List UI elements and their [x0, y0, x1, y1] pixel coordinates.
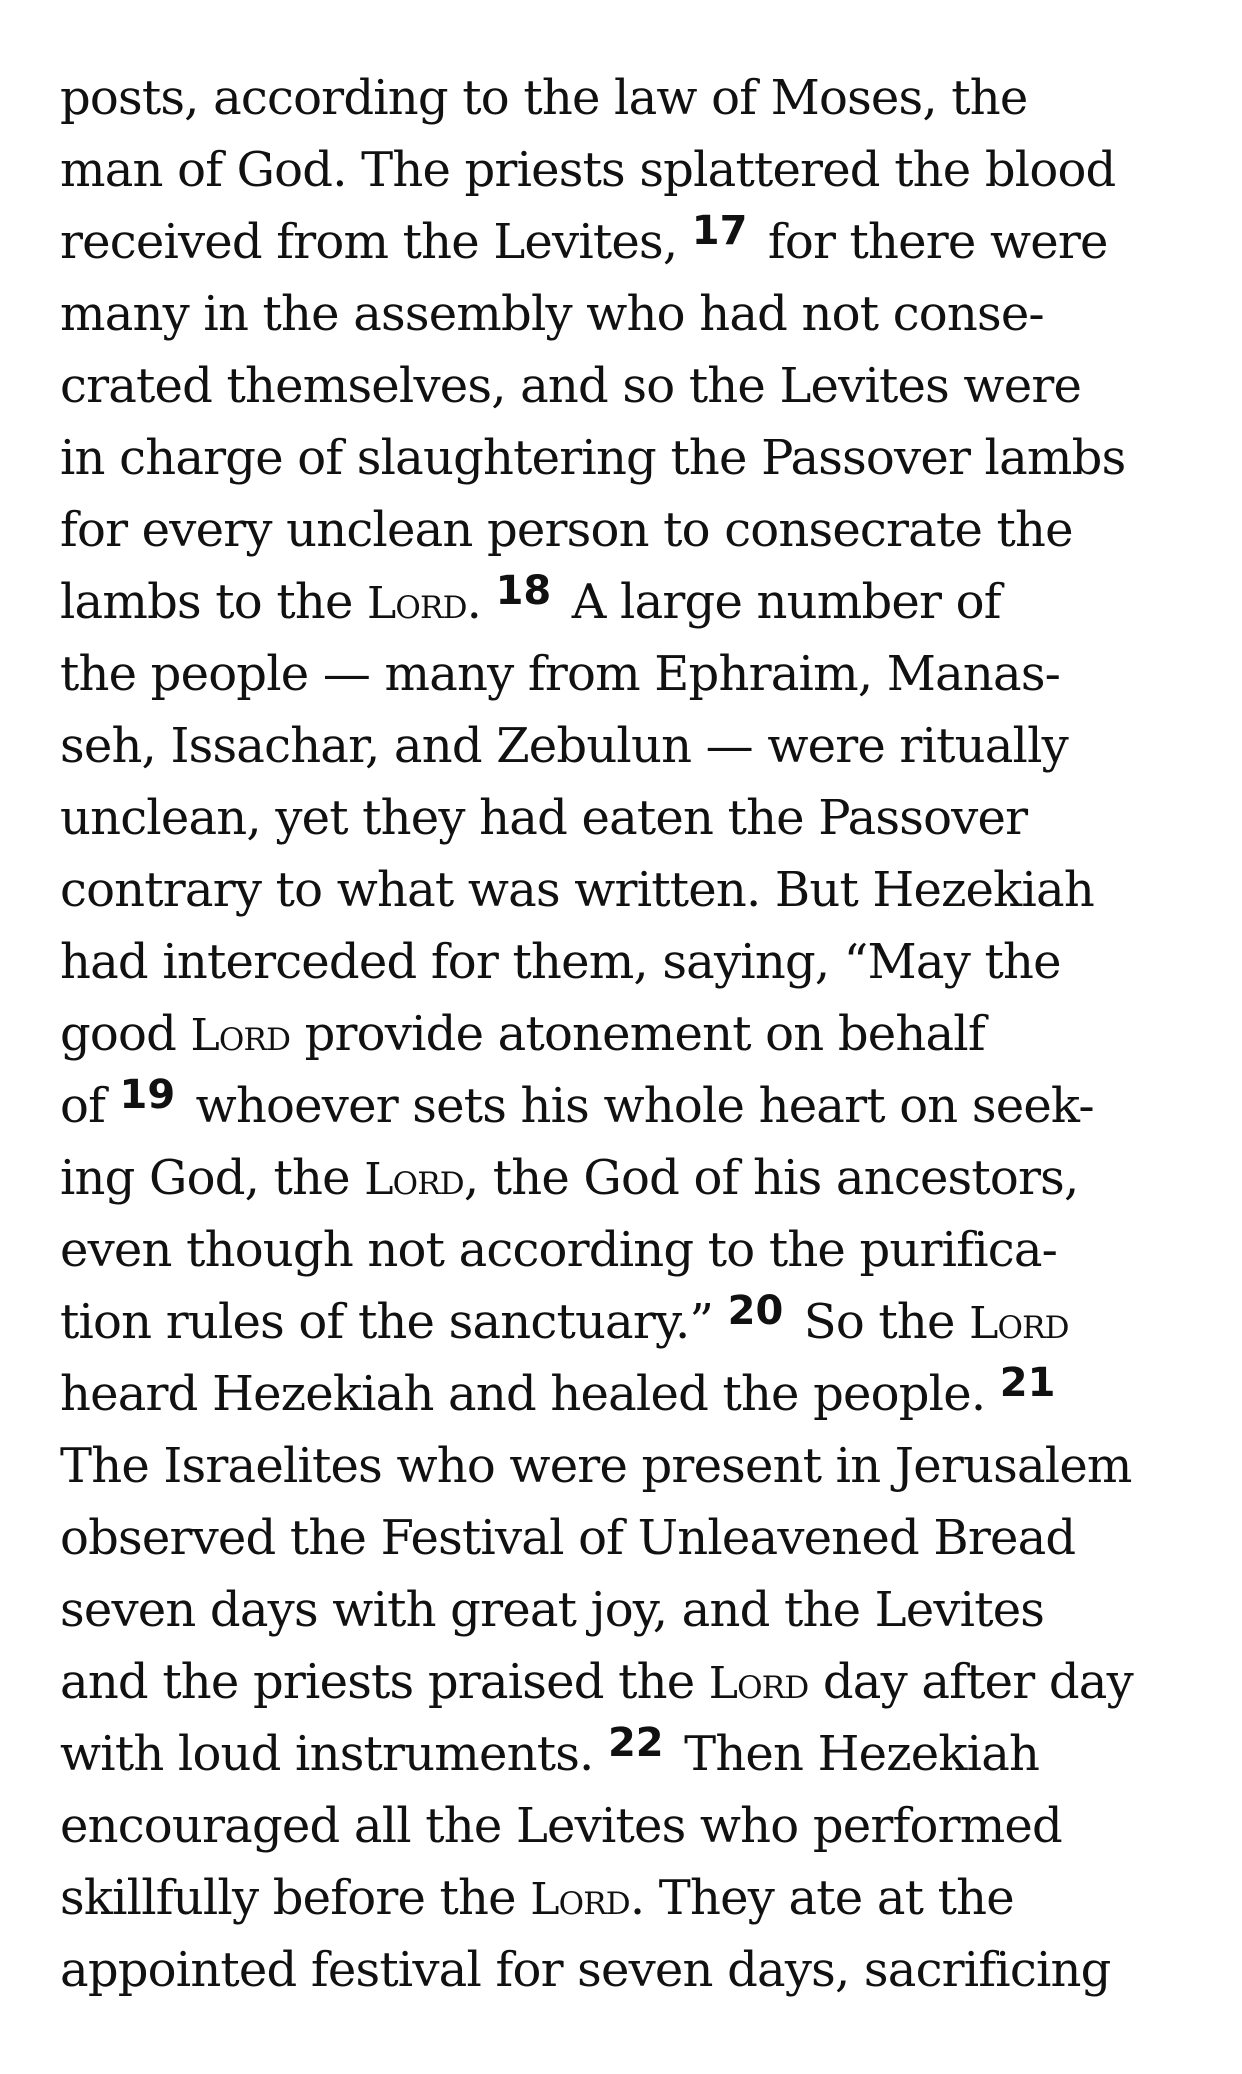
text-line — [60, 1862, 1190, 1934]
text-line — [60, 1142, 1190, 1214]
verse-text: seven days with great joy, and the Levites — [60, 1582, 1045, 1638]
divine-name: Lord — [364, 1154, 464, 1205]
divine-name: Lord — [190, 1010, 291, 1061]
verse-text: A large number of — [557, 574, 1001, 630]
text-line — [60, 854, 1190, 926]
text-line — [60, 1502, 1190, 1574]
verse-text: man of God. The priests splattered the blood — [60, 142, 1116, 198]
text-line — [60, 1718, 1190, 1790]
verse-text: Then Hezekiah — [669, 1726, 1040, 1782]
verse-text: The Israelites who were present in Jerusalem — [60, 1438, 1132, 1494]
divine-name: Lord — [367, 578, 467, 629]
verse-text: posts, according to the law of Moses, the — [60, 70, 1028, 126]
verse-text: many in the assembly who had not conse- — [60, 286, 1044, 342]
text-line — [60, 1070, 1190, 1142]
text-line — [60, 62, 1190, 134]
verse-text: had interceded for them, saying, “May the — [60, 934, 1061, 990]
verse-text: even though not according to the purifica- — [60, 1222, 1058, 1278]
text-line — [60, 782, 1190, 854]
verse-text: . — [466, 574, 496, 630]
divine-name: Lord — [708, 1658, 809, 1709]
scripture-text — [60, 62, 1190, 2006]
verse-text: unclean, yet they had eaten the Passover — [60, 790, 1028, 846]
text-line — [60, 1358, 1190, 1430]
verse-text: contrary to what was written. But Hezekiah — [60, 862, 1094, 918]
divine-name: Lord — [530, 1874, 630, 1925]
verse-text: crated themselves, and so the Levites were — [60, 358, 1082, 414]
verse-text: and the priests praised the — [60, 1654, 709, 1710]
text-line — [60, 1430, 1190, 1502]
verse-text: received from the Levites, — [60, 214, 692, 270]
verse-text: the people — many from Ephraim, Manas- — [60, 646, 1061, 702]
verse-text: for there were — [753, 214, 1108, 270]
verse-text: good — [60, 1006, 191, 1062]
verse-text: appointed festival for seven days, sacrificing — [60, 1942, 1111, 1998]
text-line — [60, 278, 1190, 350]
text-line — [60, 926, 1190, 998]
text-line — [60, 1790, 1190, 1862]
verse-number: 19 — [119, 1072, 176, 1118]
text-line — [60, 998, 1190, 1070]
text-line — [60, 566, 1190, 638]
text-line — [60, 494, 1190, 566]
verse-text: in charge of slaughtering the Passover lambs — [60, 430, 1126, 486]
text-line — [60, 206, 1190, 278]
text-line — [60, 638, 1190, 710]
verse-text: tion rules of the sanctuary.” — [60, 1294, 728, 1350]
text-line — [60, 1286, 1190, 1358]
verse-text: observed the Festival of Unleavened Bread — [60, 1510, 1076, 1566]
text-line — [60, 350, 1190, 422]
verse-text: whoever sets his whole heart on seek- — [181, 1078, 1094, 1134]
divine-name: Lord — [969, 1298, 1069, 1349]
verse-number: 22 — [607, 1720, 664, 1766]
verse-text: heard Hezekiah and healed the people. — [60, 1366, 1000, 1422]
verse-number: 20 — [727, 1288, 784, 1334]
verse-text: lambs to the — [60, 574, 368, 630]
text-line — [60, 422, 1190, 494]
text-line — [60, 1646, 1190, 1718]
verse-number: 17 — [691, 208, 748, 254]
verse-text: . They ate at the — [629, 1870, 1014, 1926]
verse-number: 21 — [999, 1360, 1056, 1406]
verse-text: with loud instruments. — [60, 1726, 608, 1782]
verse-text: of — [60, 1078, 120, 1134]
verse-text: for every unclean person to consecrate the — [60, 502, 1073, 558]
text-line — [60, 710, 1190, 782]
verse-text: seh, Issachar, and Zebulun — were ritually — [60, 718, 1068, 774]
verse-text: day after day — [808, 1654, 1133, 1710]
verse-text: encouraged all the Levites who performed — [60, 1798, 1062, 1854]
text-line — [60, 1574, 1190, 1646]
text-line — [60, 1934, 1190, 2006]
verse-text: So the — [789, 1294, 970, 1350]
text-line — [60, 1214, 1190, 1286]
verse-text: provide atonement on behalf — [290, 1006, 985, 1062]
text-line — [60, 134, 1190, 206]
verse-text: , the God of his ancestors, — [463, 1150, 1079, 1206]
verse-number: 18 — [495, 568, 552, 614]
verse-text: skillfully before the — [60, 1870, 531, 1926]
verse-text: ing God, the — [60, 1150, 365, 1206]
